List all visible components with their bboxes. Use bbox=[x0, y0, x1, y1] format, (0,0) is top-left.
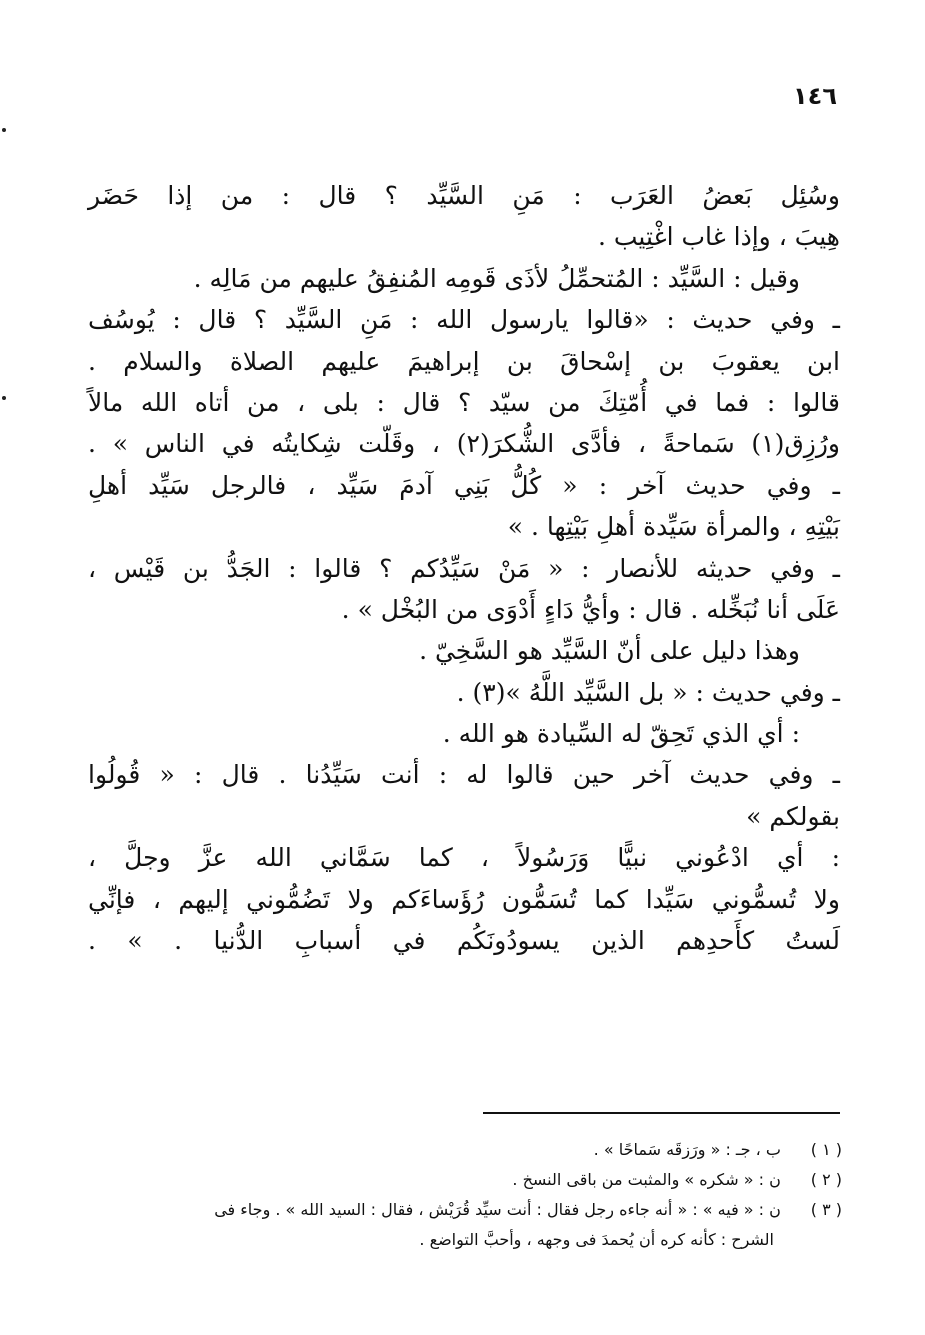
margin-mark bbox=[2, 128, 6, 132]
footnote-number: ( ١ ) bbox=[810, 1140, 842, 1159]
text-line: وسُئِل بَعضُ العَرَب : مَنِ السَّيِّد ؟ قال : من إذا حَضَر bbox=[88, 181, 840, 210]
margin-mark bbox=[2, 396, 6, 400]
footnote-number: ( ٢ ) bbox=[810, 1170, 842, 1189]
footnote-number: ( ٣ ) bbox=[810, 1200, 842, 1219]
text-line: وهذا دليل على أنّ السَّيِّد هو السَّخِيّ . bbox=[419, 636, 800, 666]
footnote-text: ب ، جـ : « ورَزقَه سَماحًا » . bbox=[593, 1140, 781, 1159]
footnote-text: ن : « شكره » والمثبت من باقى النسخ . bbox=[512, 1170, 781, 1189]
text-line: ـ وفي حديث آخر حين قالوا له : أنت سَيِّدُنا . قال : « قُولُوا bbox=[88, 760, 840, 790]
footnote bbox=[100, 1195, 842, 1225]
footnotes bbox=[100, 1135, 842, 1255]
text-line: هِيبَ ، وإذا غاب اغْتِيب . bbox=[597, 222, 840, 252]
text-line: ابن يعقوبَ بن إسْحاقَ بن إبراهيمَ عليهم الصلاة والسلام . bbox=[88, 346, 840, 376]
text-line: لَستُ كأَحدِهم الذين يسودُونَكُم في أسبابِ الدُّنيا . » . bbox=[88, 926, 840, 956]
footnote bbox=[100, 1165, 842, 1195]
text-line: ـ وفي حديث : «قالوا يارسول الله : مَنِ السَّيِّد ؟ قال : يُوسُف bbox=[88, 305, 840, 335]
text-line: : أي الذي تَحِقّ له السِّيادة هو الله . bbox=[442, 719, 800, 749]
text-line: وقيل : السَّيِّد : المُتحمِّلُ لأذَى قَومِه المُنفِقُ عليهم من مَالِه . bbox=[193, 263, 800, 293]
main-text bbox=[88, 175, 840, 961]
text-line: : أي ادْعُوني نبيًّا وَرَسُولاً ، كما سَمَّاني الله عزَّ وجلَّ ، bbox=[88, 843, 840, 873]
text-line: ـ وفي حديث آخر : « كُلُّ بَنِي آدمَ سَيِّد ، فالرجل سَيِّد أهلِ bbox=[88, 470, 840, 500]
page-number: ١٤٦ bbox=[793, 82, 837, 110]
footnote-continuation: الشرح : كأنه كره أن يُحمدَ فى وجهه ، وأحبَّ التواضع . bbox=[419, 1230, 774, 1249]
text-line: ولا تُسمُّوني سَيِّدا كما تُسَمُّون رُؤَساءَكم ولا تَضُمُّوني إليهم ، فإنِّي bbox=[88, 884, 840, 914]
text-line: ـ وفي حديث : « بل السَّيِّد اللَّهُ »(٣) . bbox=[456, 677, 840, 707]
text-line: قالوا : فما في أُمّتِكَ من سيّد ؟ قال : بلى ، من أتاه الله مالاً bbox=[88, 387, 840, 417]
text-line: ورُزِق(١) سَماحةً ، فأدَّى الشُّكرَ(٢) ، وقَلّت شِكايتُه في الناس » . bbox=[88, 429, 840, 459]
footnote-separator bbox=[483, 1112, 840, 1114]
footnote-text: ن : « فيه » : « أنه جاءه رجل فقال : أنت سيِّد قُرَيْش ، فقال : السيد الله » . وجاء فى bbox=[214, 1200, 781, 1219]
text-line: عَلَى أنا نُبَخِّله . قال : وأيُّ دَاءٍ أَدْوَى من البُخْل » . bbox=[341, 594, 840, 624]
footnote bbox=[100, 1135, 842, 1165]
text-line: بقولكم » bbox=[746, 801, 840, 831]
text-line: ـ وفي حديثه للأنصار : « مَنْ سَيِّدُكم ؟ قالوا : الجَدُّ بن قَيْس ، bbox=[88, 553, 840, 583]
text-line: بَيْتِهِ ، والمرأة سَيِّدة أهلِ بَيْتِها . » bbox=[507, 512, 840, 542]
